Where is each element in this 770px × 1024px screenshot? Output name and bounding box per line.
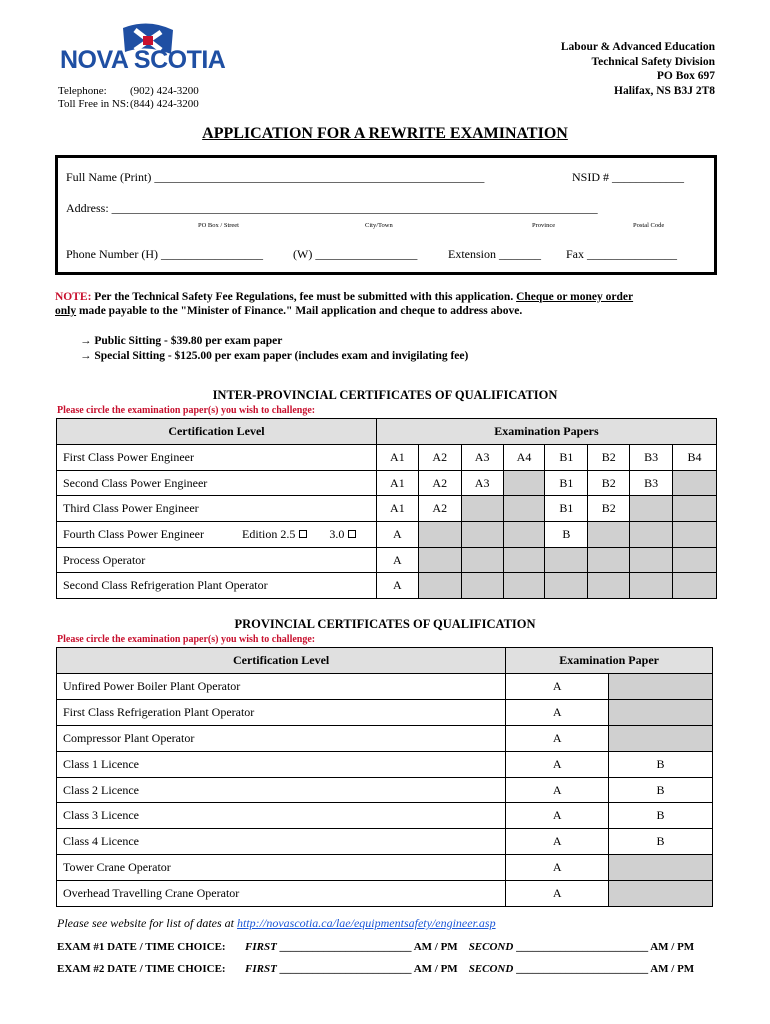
phone-work-field[interactable]: (W) _________________ <box>293 247 418 261</box>
unavailable-cell <box>545 573 588 599</box>
unavailable-cell <box>673 547 717 573</box>
certification-level: Compressor Plant Operator <box>57 725 506 751</box>
exam-paper-cell[interactable]: B <box>609 803 713 829</box>
exam-paper-cell[interactable]: B <box>609 751 713 777</box>
toll-free: (844) 424-3200 <box>130 98 199 110</box>
edition-25-checkbox[interactable] <box>299 530 307 538</box>
exam-paper-cell[interactable]: B2 <box>588 496 630 522</box>
edition-choice[interactable]: Edition 2.5 3.0 <box>242 527 356 542</box>
exam-paper-cell[interactable]: A1 <box>376 445 418 471</box>
exam-paper-cell[interactable]: A <box>506 803 609 829</box>
inter-provincial-title: INTER-PROVINCIAL CERTIFICATES OF QUALIFICATION <box>212 388 558 402</box>
unavailable-cell <box>418 522 461 548</box>
exam-paper-cell[interactable]: B1 <box>545 445 588 471</box>
address-field[interactable]: Address: _________________________________________________________________________________ <box>66 201 598 215</box>
exam-paper-cell[interactable]: B3 <box>630 445 673 471</box>
contact-info: Telephone: (902) 424-3200 Toll Free in NS: (844) 424-3200 <box>58 85 199 110</box>
unavailable-cell <box>545 547 588 573</box>
exam-paper-cell[interactable]: A3 <box>461 470 503 496</box>
certification-level: Overhead Travelling Crane Operator <box>57 881 506 907</box>
certification-level: Class 1 Licence <box>57 751 506 777</box>
unavailable-cell <box>461 547 503 573</box>
exam-2-choice[interactable]: EXAM #2 DATE / TIME CHOICE: FIRST ________________________ AM / PM SECOND ________________________ AM / PM <box>57 963 695 975</box>
col-examination-papers: Examination Papers <box>376 419 716 445</box>
phone-home-field[interactable]: Phone Number (H) _________________ <box>66 247 263 261</box>
col-examination-paper: Examination Paper <box>506 648 713 674</box>
table-row <box>57 573 717 599</box>
exam-paper-cell[interactable]: A <box>506 674 609 700</box>
website-link[interactable]: http://novascotia.ca/lae/equipmentsafety/engineer.asp <box>236 916 496 930</box>
provincial-title: PROVINCIAL CERTIFICATES OF QUALIFICATION <box>234 617 536 631</box>
exam-paper-cell[interactable]: A <box>506 751 609 777</box>
inter-provincial-table <box>56 418 717 599</box>
prov-instruction: Please circle the examination paper(s) you wish to challenge: <box>57 634 316 645</box>
nova-scotia-logo <box>58 20 238 80</box>
table-row <box>57 547 717 573</box>
nsid-field[interactable]: NSID # ____________ <box>572 170 685 184</box>
exam-1-choice[interactable]: EXAM #1 DATE / TIME CHOICE: FIRST ________________________ AM / PM SECOND ________________________ AM / PM <box>57 941 695 953</box>
unavailable-cell <box>503 522 545 548</box>
extension-field[interactable]: Extension _______ <box>448 247 541 261</box>
exam-paper-cell[interactable]: A3 <box>461 445 503 471</box>
exam-paper-cell[interactable]: B2 <box>588 470 630 496</box>
unavailable-cell <box>588 547 630 573</box>
table-row <box>57 699 713 725</box>
exam-paper-cell[interactable]: A1 <box>376 470 418 496</box>
page-title: APPLICATION FOR A REWRITE EXAMINATION <box>202 125 568 142</box>
col-certification-level: Certification Level <box>57 419 377 445</box>
unavailable-cell <box>588 573 630 599</box>
unavailable-cell <box>630 522 673 548</box>
exam-paper-cell[interactable]: A <box>506 777 609 803</box>
fax-field[interactable]: Fax _______________ <box>566 247 677 261</box>
unavailable-cell <box>673 470 717 496</box>
unavailable-cell <box>588 522 630 548</box>
table-row <box>57 522 717 548</box>
certification-level: Class 4 Licence <box>57 829 506 855</box>
certification-level: Process Operator <box>57 547 377 573</box>
exam-paper-cell[interactable]: A <box>506 855 609 881</box>
table-row <box>57 751 713 777</box>
exam-paper-cell[interactable]: A <box>376 547 418 573</box>
exam-paper-cell[interactable]: A <box>506 725 609 751</box>
certification-level: Tower Crane Operator <box>57 855 506 881</box>
table-row <box>57 855 713 881</box>
certification-level: First Class Power Engineer <box>57 445 377 471</box>
exam-paper-cell[interactable]: A1 <box>376 496 418 522</box>
public-sitting-fee: → Public Sitting - $39.80 per exam paper <box>80 335 283 347</box>
exam-paper-cell[interactable]: A2 <box>418 470 461 496</box>
exam-paper-cell[interactable]: A <box>376 573 418 599</box>
certification-level: Fourth Class Power Engineer Edition 2.5 3.0 <box>57 522 377 548</box>
table-row <box>57 725 713 751</box>
unavailable-cell <box>630 573 673 599</box>
unavailable-cell <box>673 496 717 522</box>
unavailable-cell <box>503 496 545 522</box>
exam-paper-cell[interactable]: B <box>609 829 713 855</box>
full-name-field[interactable]: Full Name (Print) _______________________________________________________ <box>66 170 485 184</box>
exam-paper-cell[interactable]: A <box>506 829 609 855</box>
exam-paper-cell[interactable]: A <box>506 699 609 725</box>
unavailable-cell <box>673 573 717 599</box>
certification-level: Second Class Power Engineer <box>57 470 377 496</box>
table-row <box>57 470 717 496</box>
certification-level: Unfired Power Boiler Plant Operator <box>57 674 506 700</box>
unavailable-cell <box>609 699 713 725</box>
table-row <box>57 777 713 803</box>
certification-level: Third Class Power Engineer <box>57 496 377 522</box>
exam-paper-cell[interactable]: A4 <box>503 445 545 471</box>
table-row <box>57 829 713 855</box>
unavailable-cell <box>503 547 545 573</box>
exam-paper-cell[interactable]: B <box>609 777 713 803</box>
unavailable-cell <box>609 725 713 751</box>
exam-paper-cell[interactable]: B1 <box>545 496 588 522</box>
exam-paper-cell[interactable]: A <box>506 881 609 907</box>
exam-paper-cell[interactable]: B <box>545 522 588 548</box>
fee-list <box>80 334 468 364</box>
logo-text: NOVA SCOTIA <box>60 46 226 74</box>
certification-level: Class 2 Licence <box>57 777 506 803</box>
unavailable-cell <box>503 470 545 496</box>
applicant-info-box: Full Name (Print) _______________________________________________________ NSID # ____________ Address: _________________________________________________________________________________ PO Box / Street City/Town Province Postal Code Phone Number (H) _________________ (W) _________________ Extension _______ Fax _______________ <box>55 155 717 275</box>
unavailable-cell <box>673 522 717 548</box>
table-row <box>57 445 717 471</box>
inter-instruction: Please circle the examination paper(s) you wish to challenge: <box>57 405 316 416</box>
provincial-table <box>56 647 713 907</box>
fee-note: NOTE: Per the Technical Safety Fee Regulations, fee must be submitted with this application. Cheque or money order only made payable to the "Minister of Finance." Mail application and cheque to address above. <box>55 291 634 317</box>
phone: (902) 424-3200 <box>130 85 199 97</box>
certification-level: Second Class Refrigeration Plant Operator <box>57 573 377 599</box>
unavailable-cell <box>609 855 713 881</box>
certification-level: Class 3 Licence <box>57 803 506 829</box>
unavailable-cell <box>609 881 713 907</box>
special-sitting-fee: → Special Sitting - $125.00 per exam paper (includes exam and invigilating fee) <box>80 350 469 362</box>
unavailable-cell <box>503 573 545 599</box>
unavailable-cell <box>461 522 503 548</box>
exam-paper-cell[interactable]: B4 <box>673 445 717 471</box>
unavailable-cell <box>418 573 461 599</box>
exam-paper-cell[interactable]: B1 <box>545 470 588 496</box>
exam-paper-cell[interactable]: B3 <box>630 470 673 496</box>
table-row <box>57 803 713 829</box>
unavailable-cell <box>630 496 673 522</box>
edition-30-checkbox[interactable] <box>348 530 356 538</box>
website-note: Please see website for list of dates at http://novascotia.ca/lae/equipmentsafety/engineer.asp <box>57 916 496 930</box>
table-row <box>57 674 713 700</box>
table-row <box>57 496 717 522</box>
table-row <box>57 881 713 907</box>
unavailable-cell <box>630 547 673 573</box>
unavailable-cell <box>609 674 713 700</box>
exam-paper-cell[interactable]: A <box>376 522 418 548</box>
unavailable-cell <box>461 573 503 599</box>
exam-paper-cell[interactable]: B2 <box>588 445 630 471</box>
col-certification-level: Certification Level <box>57 648 506 674</box>
certification-level: First Class Refrigeration Plant Operator <box>57 699 506 725</box>
exam-paper-cell[interactable]: A2 <box>418 445 461 471</box>
unavailable-cell <box>418 547 461 573</box>
office-address: Labour & Advanced Education Technical Safety Division PO Box 697 Halifax, NS B3J 2T8 <box>560 41 715 97</box>
unavailable-cell <box>461 496 503 522</box>
exam-paper-cell[interactable]: A2 <box>418 496 461 522</box>
